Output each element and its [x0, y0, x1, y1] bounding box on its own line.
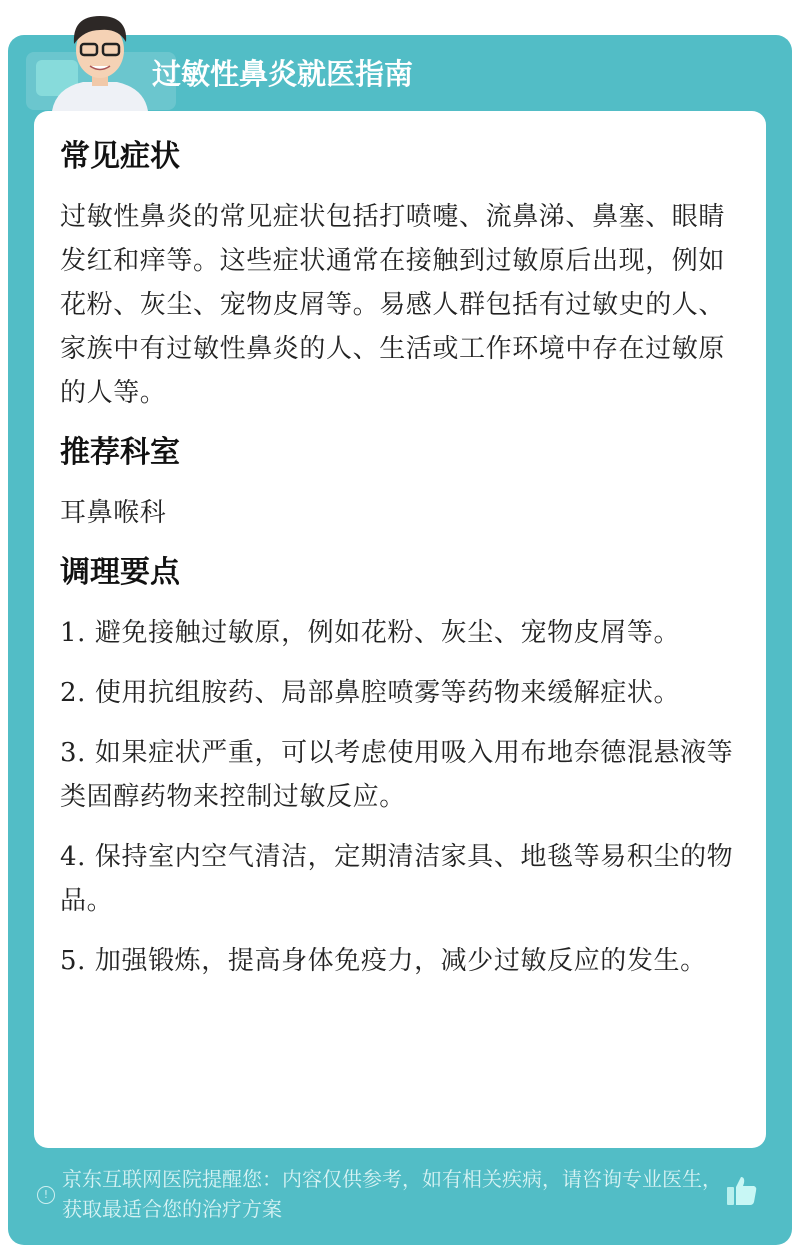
- department-text: 耳鼻喉科: [60, 498, 167, 528]
- doctor-avatar: [48, 8, 152, 111]
- info-icon: !: [37, 1186, 55, 1204]
- symptoms-heading: 常见症状: [60, 139, 180, 174]
- care-heading: 调理要点: [60, 555, 180, 590]
- care-item: [60, 671, 740, 715]
- page-title: 过敏性鼻炎就医指南: [152, 57, 414, 91]
- department-heading: 推荐科室: [60, 435, 180, 470]
- item-number: 3.: [60, 738, 87, 768]
- disclaimer-text: 京东互联网医院提醒您：内容仅供参考，如有相关疾病，请咨询专业医生，获取最适合您的治疗方案: [62, 1167, 722, 1221]
- care-item: [60, 611, 740, 655]
- thumbs-up-icon[interactable]: [726, 1174, 758, 1206]
- item-number: 5.: [60, 946, 87, 976]
- care-item: [60, 731, 740, 819]
- symptoms-text: 过敏性鼻炎的常见症状包括打喷嚏、流鼻涕、鼻塞、眼睛发红和痒等。这些症状通常在接触到过敏原后出现，例如花粉、灰尘、宠物皮屑等。易感人群包括有过敏史的人、家族中有过敏性鼻炎的人、生活或工作环境中存在过敏原的人等。: [60, 202, 726, 408]
- item-number: 4.: [60, 842, 87, 872]
- item-number: 2.: [60, 678, 87, 708]
- item-text: 如果症状严重，可以考虑使用吸入用布地奈德混悬液等类固醇药物来控制过敏反应。: [60, 738, 734, 812]
- care-item: [60, 835, 740, 923]
- care-item: [60, 939, 740, 983]
- item-number: 1.: [60, 618, 87, 648]
- item-text: 保持室内空气清洁，定期清洁家具、地毯等易积尘的物品。: [60, 842, 734, 916]
- item-text: 使用抗组胺药、局部鼻腔喷雾等药物来缓解症状。: [86, 678, 681, 708]
- item-text: 避免接触过敏原，例如花粉、灰尘、宠物皮屑等。: [86, 618, 681, 648]
- item-text: 加强锻炼，提高身体免疫力，减少过敏反应的发生。: [86, 946, 707, 976]
- content-card: [34, 111, 766, 1148]
